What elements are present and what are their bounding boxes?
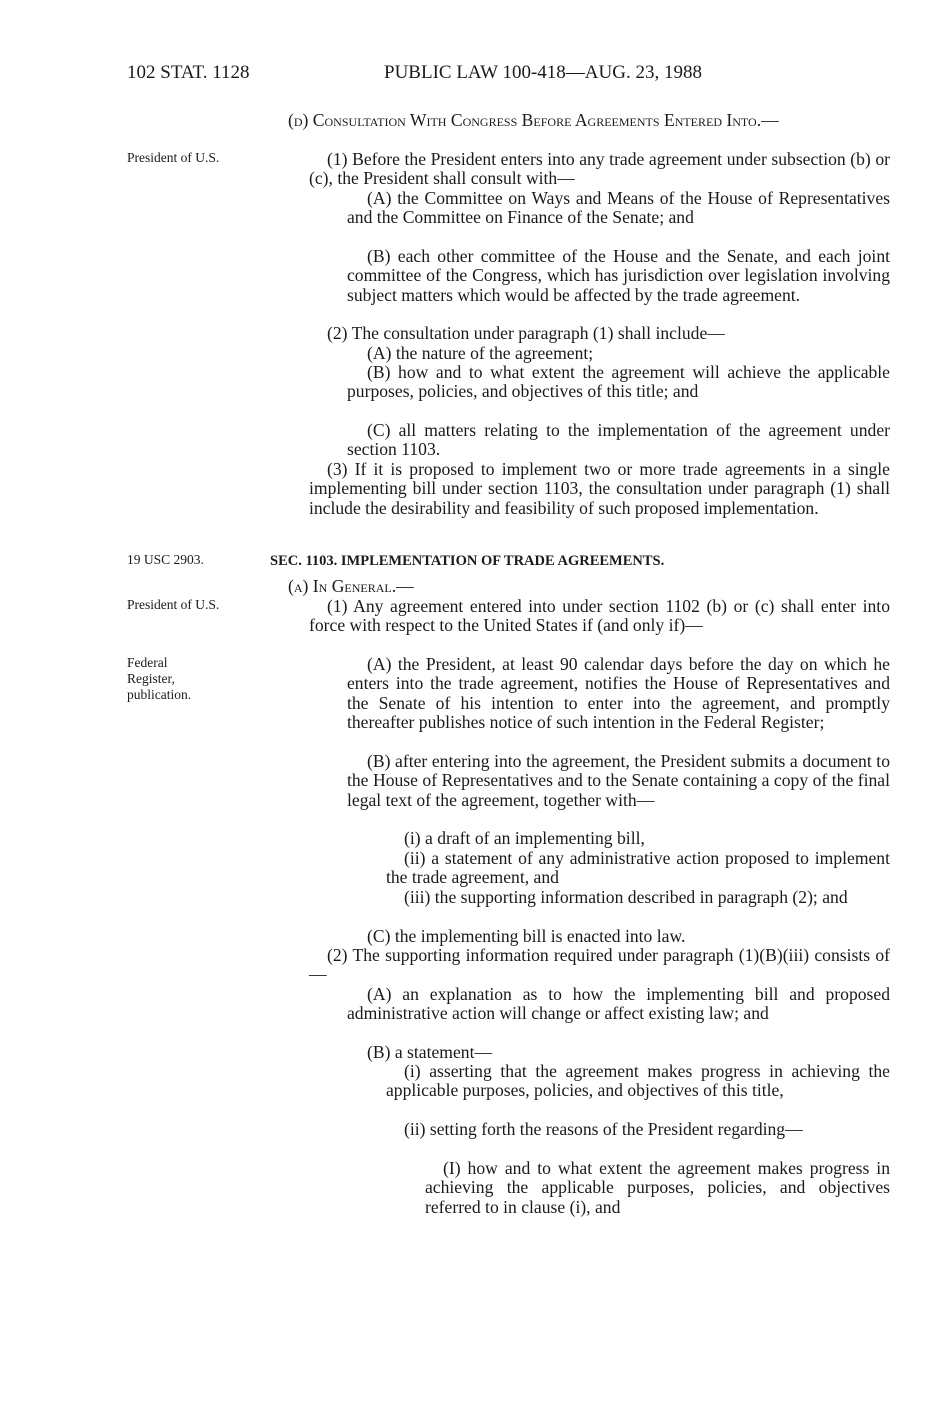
margin-note-president-1: President of U.S. xyxy=(127,150,220,165)
clause-a1b-i: (i) a draft of an implementing bill, xyxy=(404,828,645,848)
clause-a1b-ii: (ii) a statement of any administrative action proposed to implement the trade agreement, and xyxy=(386,848,890,888)
paragraph-a1a: (A) the President, at least 90 calendar days before the day on which he enters into the trade agreement, notifies the House of Representatives and the Senate of his intention to enter into the agreement, and promptly thereafter publishes notice of such intention in the Federal Register; xyxy=(347,654,890,732)
page-header xyxy=(0,62,949,88)
subsection-d-heading: (d) Consultation With Congress Before Agreements Entered Into.— xyxy=(288,110,779,130)
margin-note-president-2: President of U.S. xyxy=(127,597,220,612)
paragraph-d1a: (A) the Committee on Ways and Means of the House of Representatives and the Committee on Finance of the Senate; and xyxy=(347,188,890,228)
paragraph-d2a: (A) the nature of the agreement; xyxy=(367,343,594,363)
margin-note-federal-register xyxy=(127,655,191,703)
section-1103-heading: SEC. 1103. IMPLEMENTATION OF TRADE AGREEMENTS. xyxy=(270,553,665,569)
paragraph-a1: (1) Any agreement entered into under section 1102 (b) or (c) shall enter into force with respect to the United States if (and only if)— xyxy=(309,596,890,636)
paragraph-a2a: (A) an explanation as to how the implementing bill and proposed administrative action will change or affect existing law; and xyxy=(347,984,890,1024)
paragraph-d3: (3) If it is proposed to implement two or more trade agreements in a single implementing bill under section 1103, the consultation under paragraph (1) shall include the desirability and feasibility of such proposed implementation. xyxy=(309,459,890,518)
margin-note-usc: 19 USC 2903. xyxy=(127,552,204,567)
paragraph-a2: (2) The supporting information required under paragraph (1)(B)(iii) consists of— xyxy=(309,945,890,985)
stat-page-number: 102 STAT. 1128 xyxy=(127,62,250,83)
clause-a2b-i: (i) asserting that the agreement makes progress in achieving the applicable purposes, policies, and objectives of this title, xyxy=(386,1061,890,1101)
clause-a1b-iii: (iii) the supporting information described in paragraph (2); and xyxy=(404,887,848,907)
subsection-a-heading: (a) In General.— xyxy=(288,576,414,596)
paragraph-d2: (2) The consultation under paragraph (1) shall include— xyxy=(327,323,725,343)
margin-note-line: Register, xyxy=(127,671,175,686)
paragraph-d2b: (B) how and to what extent the agreement will achieve the applicable purposes, policies, and objectives of this title; and xyxy=(347,362,890,402)
subclause-a2b-ii-I: (I) how and to what extent the agreement makes progress in achieving the applicable purposes, policies, and objectives referred to in clause (i), and xyxy=(425,1158,890,1217)
paragraph-a2b: (B) a statement— xyxy=(367,1042,493,1062)
paragraph-d1b: (B) each other committee of the House and the Senate, and each joint committee of the Congress, which has jurisdiction over legislation involving subject matters which would be affected by the trade agreement. xyxy=(347,246,890,305)
margin-note-line: publication. xyxy=(127,687,192,702)
paragraph-a1b: (B) after entering into the agreement, the President submits a document to the House of Representatives and to the Senate containing a copy of the final legal text of the agreement, together with— xyxy=(347,751,890,810)
clause-a2b-ii: (ii) setting forth the reasons of the President regarding— xyxy=(404,1119,803,1139)
paragraph-d2c: (C) all matters relating to the implementation of the agreement under section 1103. xyxy=(347,420,890,460)
running-title: PUBLIC LAW 100-418—AUG. 23, 1988 xyxy=(384,62,702,83)
margin-note-line: Federal xyxy=(127,655,168,670)
paragraph-a1c: (C) the implementing bill is enacted into law. xyxy=(367,926,686,946)
paragraph-d1: (1) Before the President enters into any trade agreement under subsection (b) or (c), the President shall consult with— xyxy=(309,149,890,189)
